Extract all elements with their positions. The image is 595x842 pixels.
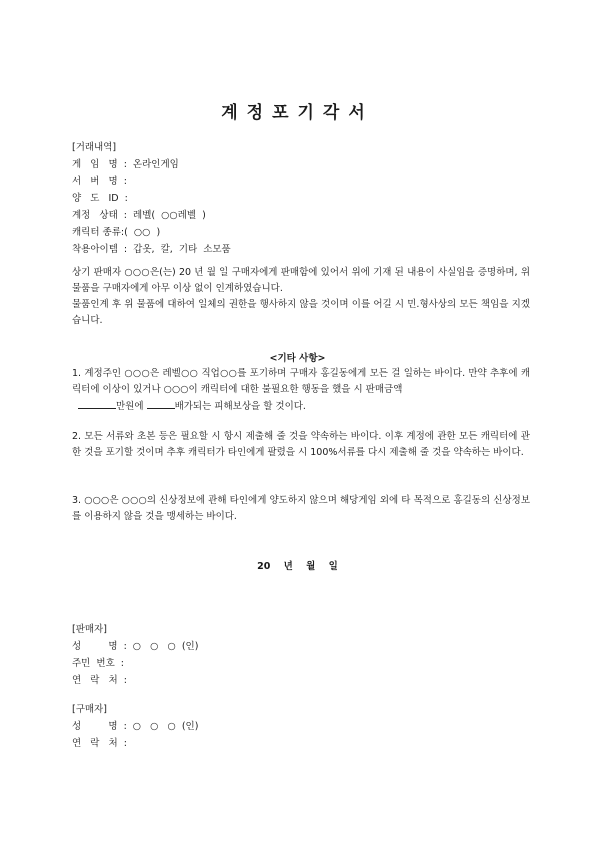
transaction-header: [거래내역] [72, 142, 117, 153]
other-item-1-unit: 만원에 [116, 401, 144, 412]
seller-name-row: 성 명 : ○ ○ ○ (인) [72, 641, 199, 652]
seller-header: [판매자] [72, 624, 107, 635]
other-item-1 [72, 366, 530, 415]
buyer-name-row: 성 명 : ○ ○ ○ (인) [72, 721, 199, 732]
seller-block [72, 621, 198, 689]
multiplier-blank [147, 398, 175, 409]
statement-text-1: 상기 판매자 ○○○은(는) 20 년 월 일 구매자에게 판매함에 있어서 위에 기재 된 내용이 사실임을 증명하며, 위 물품을 구매자에게 아무 이상 없이 인계하였습니다. [72, 267, 530, 294]
other-item-1-end: 배가되는 피해보상을 할 것이다. [174, 401, 306, 412]
statement-text-2: 물품인계 후 위 물품에 대하여 일체의 권한을 행사하지 않을 것이며 이를 어길 시 민.형사상의 모든 책임을 지겠습니다. [72, 299, 530, 326]
seller-id-number-row: 주민 번호 : [72, 658, 124, 669]
transaction-details [72, 139, 231, 258]
buyer-block [72, 701, 198, 752]
other-item-2-text: 2. 모든 서류와 초본 등은 필요할 시 항시 제출해 줄 것을 약속하는 바이다. 이후 계정에 관한 모든 캐릭터에 관한 것을 포기할 것이며 추후 캐릭터가 타인에게 팔렸을 시 100%서류를 다시 제출해 줄 것을 약속하는 바이다. [72, 431, 530, 458]
game-name-row: 게 임 명 : 온라인게임 [72, 159, 179, 170]
other-item-3-text: 3. ○○○은 ○○○의 신상정보에 관해 타인에게 양도하지 않으며 해당게임 외에 타 목적으로 홍길동의 신상정보를 이용하지 않을 것을 맹세하는 바이다. [72, 495, 530, 522]
buyer-header: [구매자] [72, 704, 107, 715]
other-item-2 [72, 429, 530, 461]
other-item-3 [72, 493, 530, 525]
server-name-row: 서 버 명 : [72, 176, 127, 187]
other-matters-title: <기타 사항> [269, 353, 326, 364]
character-type-row: 캐릭터 종류:( ○○ ) [72, 227, 161, 238]
seller-contact-row: 연 락 처 : [72, 675, 127, 686]
equipped-items-row: 착용아이템 : 갑옷, 칼, 기타 소모품 [72, 244, 231, 255]
account-status-row: 계정 상태 : 레벨( ○○레벨 ) [72, 210, 206, 221]
other-item-1-text: 1. 계정주인 ○○○은 레벨○○ 직업○○를 포기하며 구매자 홍길동에게 모든 걸 일하는 바이다. 만약 추후에 캐릭터에 이상이 있거나 ○○○이 캐릭터에 대한 불필요한 행동을 했을 시 판매금액 [72, 368, 530, 395]
transfer-id-row: 양 도 ID : [72, 193, 128, 204]
statement-paragraph [72, 265, 530, 329]
signing-date: 20 년 월 일 [257, 561, 338, 572]
amount-blank [78, 398, 116, 409]
document-title: 계정포기각서 [221, 103, 374, 123]
buyer-contact-row: 연 락 처 : [72, 738, 127, 749]
